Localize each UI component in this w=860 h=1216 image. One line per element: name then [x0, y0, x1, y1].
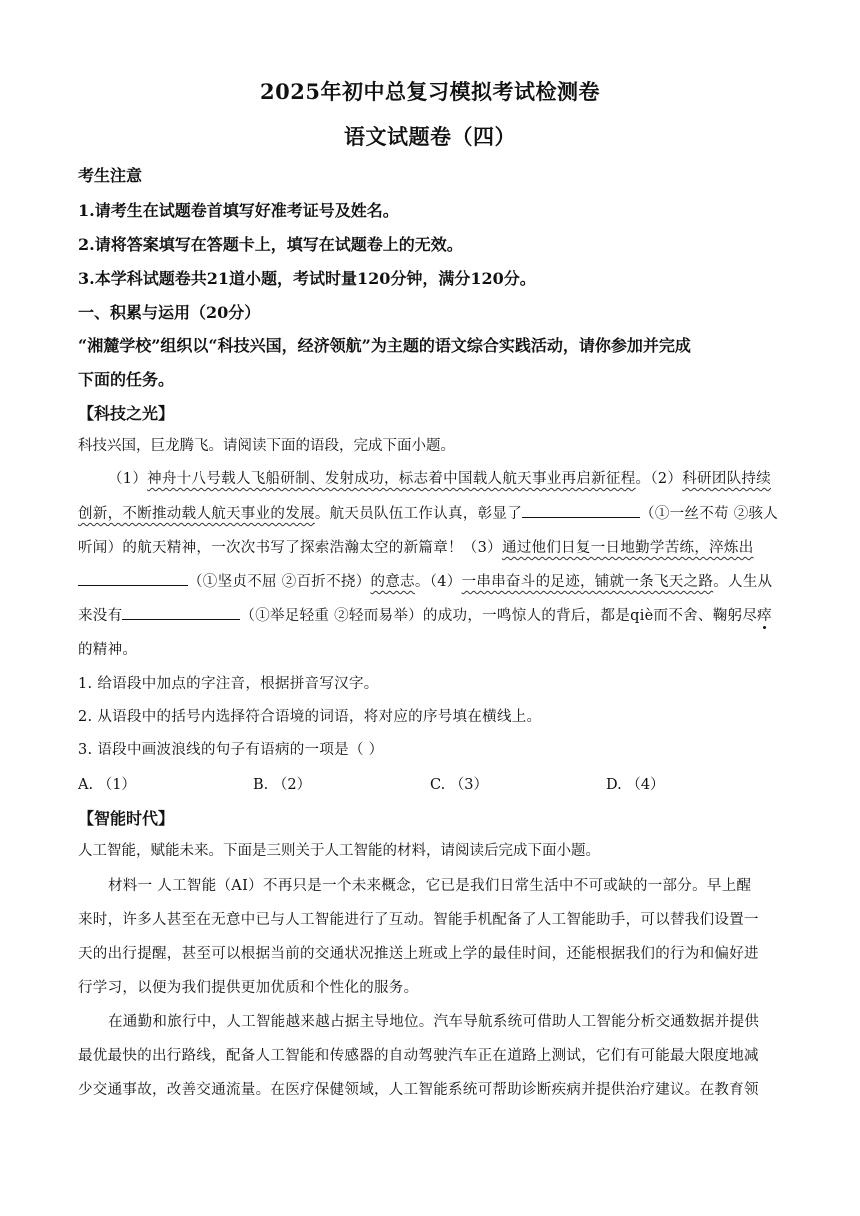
answer-blank-2[interactable]: [78, 571, 188, 586]
option-b[interactable]: B. （2）: [253, 777, 312, 793]
passage-line-6: 的精神。: [78, 642, 138, 658]
exam-title: 2025年初中总复习模拟考试检测卷: [260, 79, 600, 104]
wavy-sentence-2-start: 科研团队持续: [682, 471, 772, 487]
passage-line-3: 听闻）的航天精神，一次次书写了探索浩瀚太空的新篇章！（3）通过他们日复一日地勤学苦练，淬炼出: [78, 540, 754, 556]
material-1-line-4: 行学习，以便为我们提供更加优质和个性化的服务。: [78, 980, 419, 996]
wavy-sentence-3-start: 通过他们日复一日地勤学苦练，淬炼出: [501, 540, 754, 556]
answer-blank-3[interactable]: [122, 605, 240, 620]
part-heading-ai: 【智能时代】: [78, 809, 175, 828]
material-2-line-2: 最优最快的出行路线，配备人工智能和传感器的自动驾驶汽车正在道路上测试，它们有可能最大限度地减: [78, 1048, 759, 1064]
part-heading-tech: 【科技之光】: [78, 404, 175, 423]
notice-heading: 考生注意: [78, 166, 143, 185]
notice-item-3: 3.本学科试题卷共21道小题，考试时量120分钟，满分120分。: [78, 269, 536, 288]
passage-line-1: （1）神舟十八号载人飞船研制、发射成功，标志着中国载人航天事业再启新征程。（2）科研团队持续: [108, 471, 772, 487]
notice-item-1: 1.请考生在试题卷首填写好准考证号及姓名。: [78, 201, 399, 220]
question-3: 3. 语段中画波浪线的句子有语病的一项是（ ）: [78, 742, 384, 758]
material-2-line-1: 在通勤和旅行中，人工智能越来越占据主导地位。汽车导航系统可借助人工智能分析交通数据并提供: [108, 1014, 760, 1030]
section-intro-line-2: 下面的任务。: [78, 370, 175, 389]
material-1-line-3: 天的出行提醒，甚至可以根据当前的交通状况推送上班或上学的最佳时间，还能根据我们的行为和偏好进: [78, 946, 759, 962]
exam-subtitle: 语文试题卷（四）: [344, 124, 516, 149]
answer-blank-1[interactable]: [522, 503, 640, 518]
passage-line-4: （①坚贞不屈 ②百折不挠）的意志。（4）一串串奋斗的足迹，铺就一条飞天之路。人生从: [78, 570, 772, 591]
wavy-sentence-2-end: 创新，不断推动载人航天事业的发展: [78, 506, 315, 522]
passage-line-5: 来没有 （①举足轻重 ②轻而易举）的成功，一鸣惊人的背后，都是qiè而不舍、鞠躬尽瘁: [78, 604, 772, 625]
material-1-line-2: 来时，许多人甚至在无意中已与人工智能进行了互动。智能手机配备了人工智能助手，可以替我们设置一: [78, 912, 759, 928]
notice-item-2: 2.请将答案填写在答题卡上，填写在试题卷上的无效。: [78, 235, 463, 254]
option-c[interactable]: C. （3）: [430, 777, 489, 793]
section-heading: 一、积累与运用（20分）: [78, 303, 261, 322]
material-1-line-1: 材料一 人工智能（AI）不再只是一个未来概念，它已是我们日常生活中不可或缺的一部分。早上醒: [108, 878, 752, 894]
material-2-line-3: 少交通事故，改善交通流量。在医疗保健领域，人工智能系统可帮助诊断疾病并提供治疗建议。在教育领: [78, 1082, 759, 1098]
option-a[interactable]: A. （1）: [78, 777, 136, 793]
passage-line-2: 创新，不断推动载人航天事业的发展。航天员队伍工作认真，彰显了 （①一丝不苟 ②骇人: [78, 502, 778, 523]
part-lead-tech: 科技兴国，巨龙腾飞。请阅读下面的语段，完成下面小题。: [78, 438, 455, 454]
option-d[interactable]: D. （4）: [606, 777, 665, 793]
part-lead-ai: 人工智能，赋能未来。下面是三则关于人工智能的材料，请阅读后完成下面小题。: [78, 843, 600, 859]
wavy-sentence-1: 神舟十八号载人飞船研制、发射成功，标志着中国载人航天事业再启新征程: [147, 471, 636, 487]
dotted-character: 瘁: [757, 608, 772, 624]
section-intro-line-1: “湘麓学校”组织以“科技兴国，经济领航”为主题的语文综合实践活动，请你参加并完成: [78, 336, 691, 355]
question-1: 1. 给语段中加点的字注音，根据拼音写汉字。: [78, 676, 379, 692]
wavy-sentence-4: 一串串奋斗的足迹，铺就一条飞天之路: [461, 574, 714, 590]
question-2: 2. 从语段中的括号内选择符合语境的词语，将对应的序号填在横线上。: [78, 709, 542, 725]
wavy-sentence-3-end: 的意志: [370, 574, 415, 590]
